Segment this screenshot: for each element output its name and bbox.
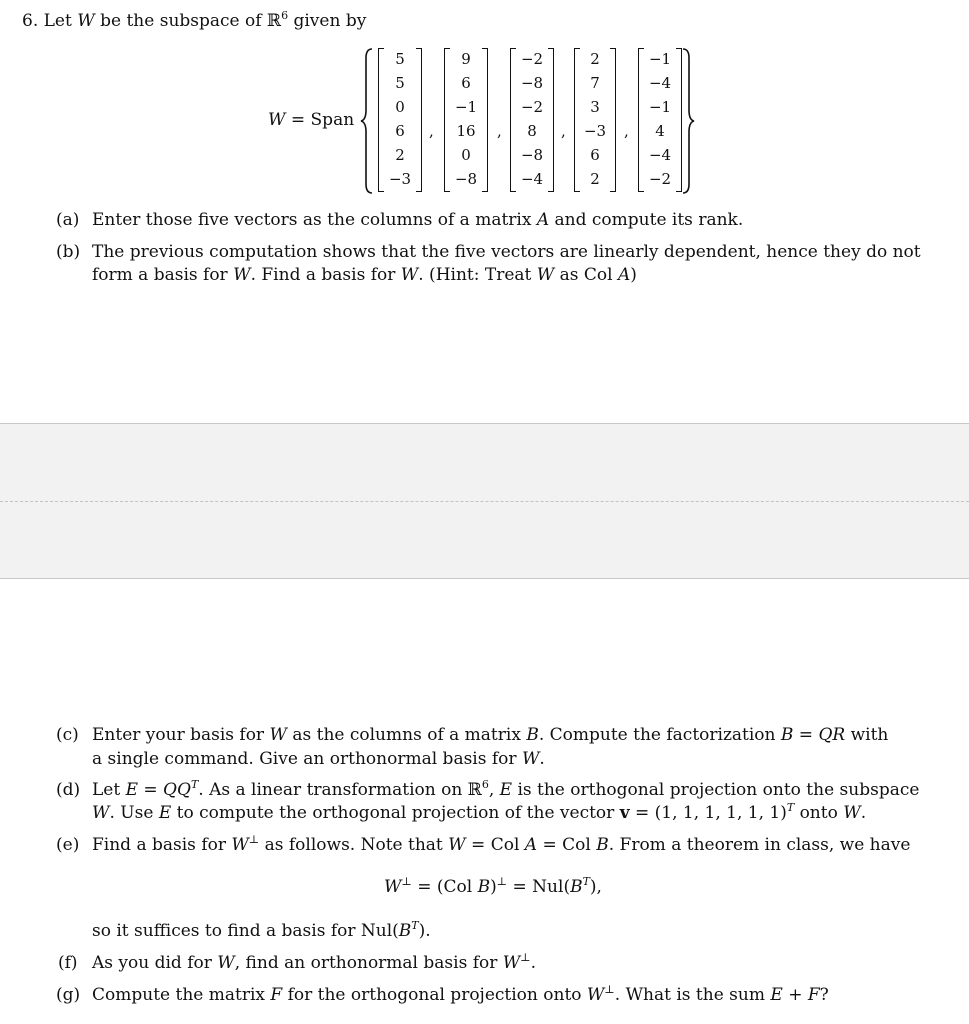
vector-3 [510,48,554,192]
vector-5 [638,48,682,192]
part-e-display-equation: W⊥ = (Col $B)^\perp = Nul(B^T)$, [384,875,602,897]
part-label: (f) [58,953,78,973]
part-label: (b) [56,242,81,262]
part-d [56,780,80,800]
problem-number: 6. [22,11,39,31]
vector-entry: 2 [590,170,600,188]
vector-entry: −1 [648,50,672,68]
page-divider-bottom [0,578,969,579]
vector-entry: −1 [648,98,672,116]
part-label: (e) [56,835,80,855]
vector-separator: , [429,122,434,140]
vector-entry: 4 [655,122,665,140]
part-a [56,210,79,230]
span-label: W = Span [268,110,355,130]
vector-entry: −2 [520,98,544,116]
vector-entry: −8 [520,146,544,164]
part-b-text-line2: form a basis for W. Find a basis for W. (Hint: Treat W as Col A) [92,265,637,285]
vector-entry: 6 [395,122,405,140]
part-c-text-line2: a single command. Give an orthonormal basis for W. [92,749,545,769]
vector-entry: −2 [520,50,544,68]
part-b-text-line1: The previous computation shows that the five vectors are linearly dependent, hence they do not [92,242,921,262]
vector-entry: 0 [395,98,405,116]
vector-entry: 5 [395,74,405,92]
vector-entry: −4 [648,146,672,164]
part-label: (g) [56,985,81,1005]
vector-separator: , [561,122,566,140]
vector-entry: 8 [527,122,537,140]
vector-entry: 9 [461,50,471,68]
vector-separator: , [624,122,629,140]
vector-entry: 3 [590,98,600,116]
part-b [56,242,80,262]
vector-entry: −3 [583,122,607,140]
right-curly-brace [681,48,695,194]
part-d-text-line1: Let $E = QQ^T$. As a linear transformation on ℝ$^6$, E is the orthogonal projection onto the subspace [92,778,920,800]
vector-entry: 2 [395,146,405,164]
part-e [56,835,79,855]
vector-entry: 2 [590,50,600,68]
part-label: (d) [56,780,81,800]
vector-entry: −8 [454,170,478,188]
vector-entry: −3 [388,170,412,188]
vector-4 [574,48,616,192]
part-g [56,985,80,1005]
vector-entry: −2 [648,170,672,188]
part-label: (c) [56,725,79,745]
vector-entry: 16 [456,122,476,140]
part-e-text-line1: Find a basis for W⊥ as follows. Note that W = Col A = Col B. From a theorem in class, we have [92,833,911,855]
vector-entry: 7 [590,74,600,92]
part-f [58,953,78,973]
vector-entry: −1 [454,98,478,116]
vector-entry: 6 [461,74,471,92]
vector-entry: 5 [395,50,405,68]
problem-statement: 6. Let W be the subspace of ℝ$^6$ given by [22,9,367,31]
part-a-text: Enter those five vectors as the columns of a matrix A and compute its rank. [92,210,744,230]
page-break-dashed-line [0,501,969,502]
left-curly-brace [360,48,374,194]
part-g-text: Compute the matrix F for the orthogonal projection onto W⊥. What is the sum E + F? [92,983,829,1005]
part-d-text-line2: W. Use E to compute the orthogonal projection of the vector v = (1, 1, 1, 1, 1, 1)$^T$ onto W. [92,801,867,823]
vector-2 [444,48,488,192]
vector-entry: 0 [461,146,471,164]
part-c-text-line1: Enter your basis for W as the columns of a matrix B. Compute the factorization B = QR with [92,725,889,745]
vector-entry: 6 [590,146,600,164]
part-label: (a) [56,210,80,230]
vector-entry: −8 [520,74,544,92]
vector-separator: , [497,122,502,140]
vector-1 [378,48,422,192]
vector-entry: −4 [648,74,672,92]
vector-entry: −4 [520,170,544,188]
part-c [56,725,79,745]
part-f-text: As you did for W, find an orthonormal basis for W⊥. [92,951,537,973]
part-e-continuation: so it suffices to find a basis for $Nul(B^T)$. [92,919,431,941]
